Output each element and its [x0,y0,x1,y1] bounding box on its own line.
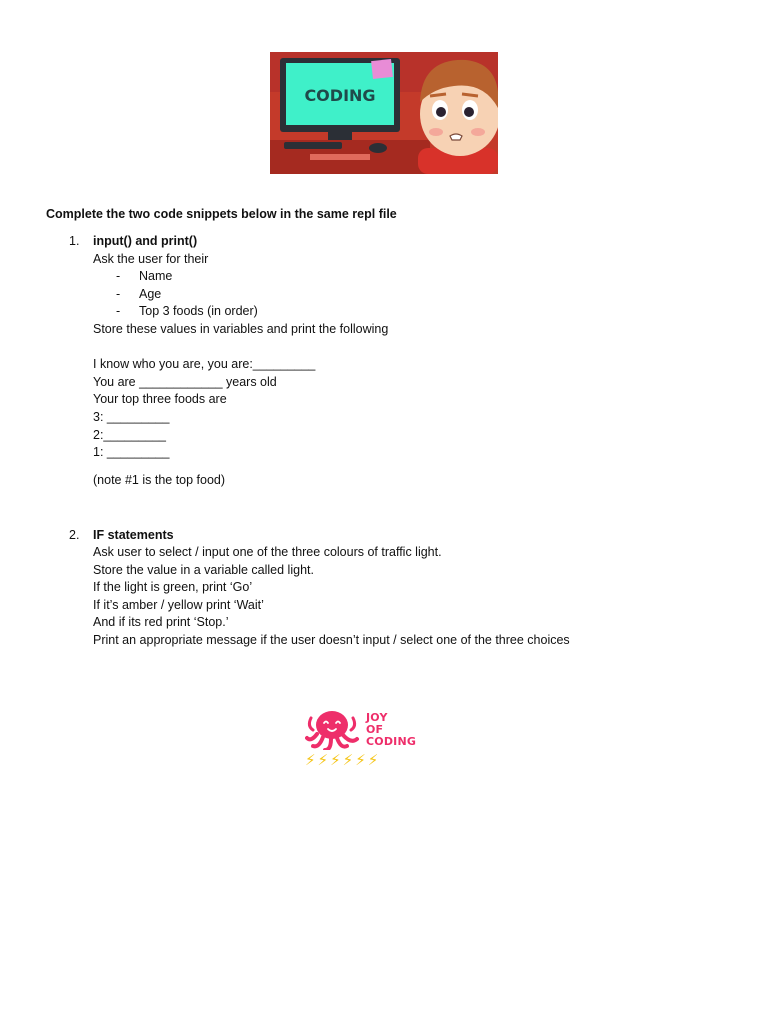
task-line: 1: _________ [93,445,170,459]
task-number: 1. [69,234,80,248]
screen-text: CODING [304,86,376,105]
bullet-item: Name [139,269,173,283]
task-line: Store the value in a variable called light. [93,563,314,577]
lightning-bolt-icon: ⚡ [367,751,381,769]
task-line: Your top three foods are [93,392,227,406]
bullet-marker: - [116,304,121,318]
task-note: (note #1 is the top food) [93,473,226,487]
logo-word-joy: JOY [366,711,388,724]
bullet-item: Top 3 foods (in order) [139,304,258,318]
task-line: Store these values in variables and print the following [93,322,389,336]
task-line: Ask the user for their [93,252,209,266]
task-line: 2:_________ [93,428,166,442]
header-illustration [270,52,498,174]
lightning-bolt-icon: ⚡ [317,751,331,769]
task-title: IF statements [93,528,174,542]
task-line: If the light is green, print ‘Go’ [93,580,253,594]
joy-of-coding-logo [305,708,423,772]
octopus-icon [305,708,361,750]
task-line: And if its red print ‘Stop.’ [93,615,229,629]
lightning-bolt-icon: ⚡ [305,751,318,769]
task-line: You are ____________ years old [93,375,277,389]
bullet-item: Age [139,287,162,301]
bullet-marker: - [116,269,121,283]
task-line: I know who you are, you are:_________ [93,357,316,371]
lightning-bolt-icon: ⚡ [355,751,368,769]
lightning-bolt-icon: ⚡ [342,751,356,769]
bullet-marker: - [116,287,121,301]
task-title: input() and print() [93,234,198,248]
logo-word-coding: CODING [366,735,417,748]
logo-word-of: OF [366,723,384,736]
task-line: Ask user to select / input one of the three colours of traffic light. [93,545,442,559]
lightning-bolt-row [305,751,423,771]
instruction-heading: Complete the two code snippets below in the same repl file [46,207,397,221]
lightning-bolt-icon: ⚡ [330,751,343,769]
task-line: Print an appropriate message if the user doesn’t input / select one of the three choices [93,633,570,647]
task-line: If it’s amber / yellow print ‘Wait’ [93,598,264,612]
coding-cartoon-image [270,52,498,174]
task-line: 3: _________ [93,410,170,424]
task-number: 2. [69,528,80,542]
